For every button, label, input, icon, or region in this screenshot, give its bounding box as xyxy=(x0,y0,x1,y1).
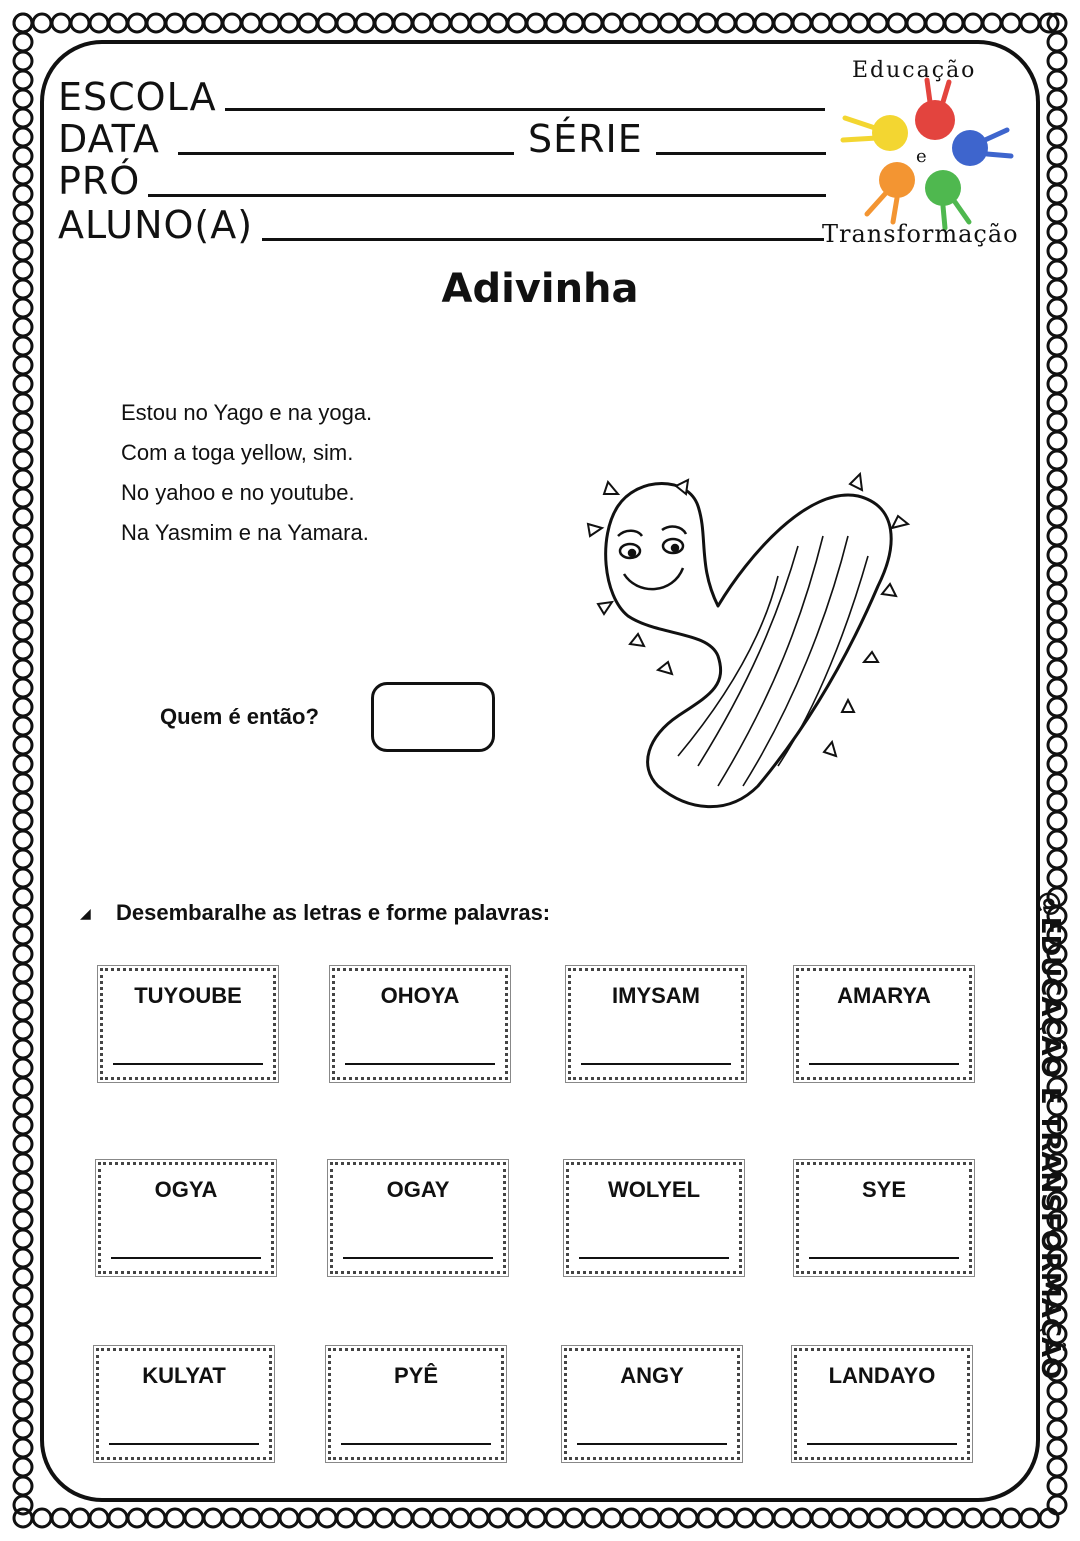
scrambled-word: WOLYEL xyxy=(607,1177,701,1202)
scrambled-word: ANGY xyxy=(620,1363,684,1388)
answer-line[interactable] xyxy=(581,1063,731,1065)
date-field[interactable] xyxy=(178,152,514,155)
answer-line[interactable] xyxy=(345,1063,495,1065)
teacher-field[interactable] xyxy=(148,194,826,197)
word-card[interactable] xyxy=(96,1348,272,1460)
scrambled-word: AMARYA xyxy=(837,983,931,1008)
riddle-answer-box[interactable] xyxy=(371,682,495,752)
teacher-label: PRÓ xyxy=(58,159,141,203)
answer-line[interactable] xyxy=(807,1443,957,1445)
scrambled-word: IMYSAM xyxy=(612,983,700,1008)
scrambled-word: OGAY xyxy=(386,1177,450,1202)
riddle-question: Quem é então? xyxy=(160,704,319,729)
answer-line[interactable] xyxy=(579,1257,729,1259)
grade-label: SÉRIE xyxy=(528,117,643,161)
scrambled-word: PYÊ xyxy=(393,1363,439,1388)
word-card[interactable] xyxy=(100,968,276,1080)
answer-line[interactable] xyxy=(343,1257,493,1259)
poem-line: Estou no Yago e na yoga. xyxy=(121,400,373,425)
logo-text-top: Educação xyxy=(852,58,977,83)
word-card[interactable] xyxy=(330,1162,506,1274)
word-card[interactable] xyxy=(328,1348,504,1460)
scrambled-word: TUYOUBE xyxy=(134,983,242,1008)
school-label: ESCOLA xyxy=(58,75,217,119)
date-label: DATA xyxy=(58,117,160,161)
word-card[interactable] xyxy=(564,1348,740,1460)
grade-field[interactable] xyxy=(656,152,826,155)
logo-text-middle: e xyxy=(916,146,927,167)
poem-line: No yahoo e no youtube. xyxy=(121,480,355,505)
word-card[interactable] xyxy=(332,968,508,1080)
scrambled-word: KULYAT xyxy=(142,1363,226,1388)
answer-line[interactable] xyxy=(577,1443,727,1445)
scrambled-word: OGYA xyxy=(154,1177,218,1202)
scrambled-word: SYE xyxy=(861,1177,907,1202)
letter-y-cucumber-icon xyxy=(578,466,928,826)
answer-line[interactable] xyxy=(109,1443,259,1445)
answer-line[interactable] xyxy=(809,1063,959,1065)
answer-line[interactable] xyxy=(113,1063,263,1065)
poem-line: Na Yasmim e na Yamara. xyxy=(121,520,369,545)
word-card[interactable] xyxy=(796,968,972,1080)
page-title: Adivinha xyxy=(441,266,639,312)
school-field[interactable] xyxy=(225,108,825,111)
word-card[interactable] xyxy=(568,968,744,1080)
logo-text-bottom: Transformação xyxy=(822,220,1019,248)
scrambled-word: OHOYA xyxy=(380,983,460,1008)
side-watermark-text: @EDUCAÇÃO E TRANSFORMAÇÃO xyxy=(1035,890,1065,1380)
scrambled-word: LANDAYO xyxy=(828,1363,936,1388)
student-label: ALUNO(A) xyxy=(58,203,254,247)
word-card[interactable] xyxy=(794,1348,970,1460)
instruction-text: Desembaralhe as letras e forme palavras: xyxy=(116,900,551,925)
triangle-bullet-icon: ◢ xyxy=(80,906,91,922)
poem-line: Com a toga yellow, sim. xyxy=(121,440,354,465)
answer-line[interactable] xyxy=(809,1257,959,1259)
student-field[interactable] xyxy=(262,238,824,241)
word-card[interactable] xyxy=(566,1162,742,1274)
word-card[interactable] xyxy=(98,1162,274,1274)
answer-line[interactable] xyxy=(341,1443,491,1445)
answer-line[interactable] xyxy=(111,1257,261,1259)
word-card[interactable] xyxy=(796,1162,972,1274)
